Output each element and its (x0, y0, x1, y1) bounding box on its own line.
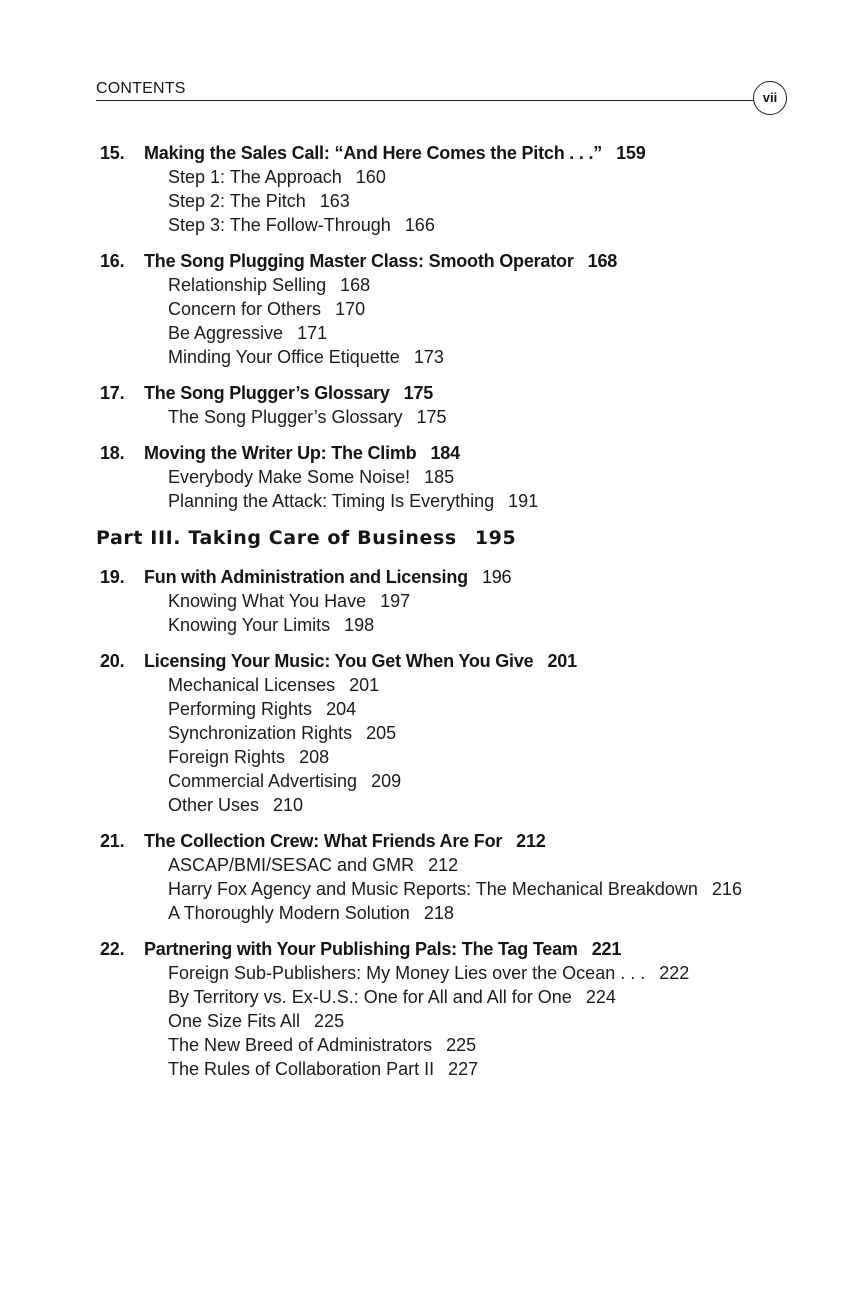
chapter-page-number: 159 (616, 143, 646, 163)
toc-entry-title: Commercial Advertising (168, 771, 358, 791)
chapter-block (96, 381, 796, 429)
chapter-heading (96, 381, 796, 405)
chapter-heading (96, 249, 796, 273)
toc-entry (96, 985, 796, 1009)
toc-entry-title: The Rules of Collaboration Part II (168, 1059, 435, 1079)
toc-entry-page: 208 (299, 747, 330, 767)
chapter-page-number: 175 (403, 383, 434, 403)
toc-entry-page: 175 (416, 407, 447, 427)
toc-entry-page: 191 (508, 491, 539, 511)
toc-entry (96, 297, 796, 321)
chapter-block (96, 649, 796, 817)
toc-entry-page: 212 (428, 855, 459, 875)
toc-entry-title: Foreign Rights (168, 747, 286, 767)
toc-entry-page: 160 (355, 167, 386, 187)
toc-entry-title: Mechanical Licenses (168, 675, 336, 695)
chapter-number: 21. (100, 831, 125, 851)
part-page-number: 195 (474, 527, 517, 549)
chapter-title: Making the Sales Call: “And Here Comes the Pitch . . .” (144, 143, 603, 163)
toc-entry (96, 721, 796, 745)
toc-entry (96, 1033, 796, 1057)
toc-entry-page: 209 (371, 771, 402, 791)
toc-entry-title: Synchronization Rights (168, 723, 353, 743)
toc-entry (96, 1057, 796, 1081)
toc-entry-title: Harry Fox Agency and Music Reports: The Mechanical Breakdown (168, 879, 698, 899)
chapter-block (96, 141, 796, 237)
toc-entry (96, 769, 796, 793)
toc-entry-page: 204 (326, 699, 357, 719)
chapter-title: Partnering with Your Publishing Pals: The Tag Team (144, 939, 578, 959)
toc-entry-title: The Song Plugger’s Glossary (168, 407, 403, 427)
toc-entry-title: Performing Rights (168, 699, 313, 719)
toc-entry-page: 198 (344, 615, 375, 635)
toc-entry (96, 901, 796, 925)
toc-entry (96, 745, 796, 769)
toc-entry-page: 227 (448, 1059, 479, 1079)
toc-entry (96, 213, 796, 237)
toc-entry-title: Foreign Sub-Publishers: My Money Lies over the Ocean . . . (168, 963, 646, 983)
chapter-heading (96, 565, 796, 589)
toc-entry-page: 170 (335, 299, 366, 319)
toc-entry-title: Minding Your Office Etiquette (168, 347, 400, 367)
toc-entry (96, 613, 796, 637)
toc-entry-title: ASCAP/BMI/SESAC and GMR (168, 855, 415, 875)
toc-entry-title: Step 2: The Pitch (168, 191, 306, 211)
chapter-page-number: 168 (587, 251, 618, 271)
chapter-number: 17. (100, 383, 125, 403)
chapter-heading (96, 141, 796, 165)
chapter-page-number: 221 (591, 939, 622, 959)
toc-entry-title: Concern for Others (168, 299, 322, 319)
chapter-title: Fun with Administration and Licensing (144, 567, 468, 587)
chapter-heading (96, 937, 796, 961)
chapter-heading (96, 649, 796, 673)
toc-entry-page: 171 (297, 323, 328, 343)
chapter-title: The Song Plugger’s Glossary (144, 383, 390, 403)
running-header (96, 78, 772, 101)
toc-entry-page: 225 (314, 1011, 345, 1031)
toc-entry-page: 168 (340, 275, 371, 295)
toc-entry (96, 321, 796, 345)
toc-entry-page: 224 (585, 987, 616, 1007)
toc-entry-page: 201 (349, 675, 380, 695)
toc-entry (96, 345, 796, 369)
page-number-badge: vii (753, 81, 787, 115)
chapter-number: 19. (100, 567, 125, 587)
toc-entry-page: 210 (273, 795, 304, 815)
toc-entry-title: Knowing Your Limits (168, 615, 331, 635)
toc-entry-page: 166 (404, 215, 435, 235)
table-of-contents (96, 141, 796, 1093)
chapter-block (96, 829, 796, 925)
toc-entry (96, 961, 796, 985)
toc-entry-page: 163 (319, 191, 350, 211)
chapter-number: 15. (100, 143, 125, 163)
toc-entry (96, 853, 796, 877)
chapter-heading (96, 441, 796, 465)
toc-entry-page: 173 (413, 347, 444, 367)
part-title: Part III. Taking Care of Business (96, 527, 457, 549)
toc-entry-page: 197 (380, 591, 411, 611)
chapter-page-number: 184 (430, 443, 460, 463)
toc-entry (96, 589, 796, 613)
toc-entry (96, 877, 796, 901)
toc-entry-title: Knowing What You Have (168, 591, 367, 611)
toc-entry (96, 673, 796, 697)
toc-entry (96, 489, 796, 513)
toc-entry-title: One Size Fits All (168, 1011, 301, 1031)
chapter-title: Licensing Your Music: You Get When You Give (144, 651, 534, 671)
chapter-number: 22. (100, 939, 125, 959)
chapter-page-number: 201 (547, 651, 577, 671)
toc-entry (96, 273, 796, 297)
chapter-title: The Collection Crew: What Friends Are For (144, 831, 503, 851)
chapter-number: 16. (100, 251, 125, 271)
chapter-block (96, 565, 796, 637)
chapter-number: 18. (100, 443, 125, 463)
toc-entry-title: Everybody Make Some Noise! (168, 467, 411, 487)
toc-entry-title: By Territory vs. Ex-U.S.: One for All and All for One (168, 987, 572, 1007)
toc-entry (96, 189, 796, 213)
toc-entry (96, 405, 796, 429)
toc-entry (96, 465, 796, 489)
toc-entry-title: A Thoroughly Modern Solution (168, 903, 410, 923)
chapter-block (96, 441, 796, 513)
part-heading (96, 525, 796, 551)
toc-entry (96, 165, 796, 189)
toc-entry-title: The New Breed of Administrators (168, 1035, 433, 1055)
toc-entry-page: 185 (424, 467, 455, 487)
toc-entry-page: 222 (659, 963, 690, 983)
toc-entry-page: 216 (711, 879, 742, 899)
chapter-block (96, 249, 796, 369)
toc-entry-page: 225 (446, 1035, 477, 1055)
chapter-heading (96, 829, 796, 853)
toc-entry-title: Be Aggressive (168, 323, 284, 343)
chapter-page-number: 196 (481, 567, 512, 587)
toc-entry-page: 205 (366, 723, 397, 743)
chapter-page-number: 212 (516, 831, 546, 851)
toc-entry-title: Step 1: The Approach (168, 167, 342, 187)
toc-entry (96, 697, 796, 721)
chapter-title: Moving the Writer Up: The Climb (144, 443, 417, 463)
toc-entry-title: Step 3: The Follow-Through (168, 215, 391, 235)
toc-entry (96, 1009, 796, 1033)
toc-entry-title: Planning the Attack: Timing Is Everything (168, 491, 495, 511)
chapter-number: 20. (100, 651, 125, 671)
toc-entry (96, 793, 796, 817)
running-header-label: CONTENTS (96, 80, 186, 97)
toc-entry-title: Other Uses (168, 795, 260, 815)
toc-entry-title: Relationship Selling (168, 275, 327, 295)
chapter-title: The Song Plugging Master Class: Smooth Operator (144, 251, 574, 271)
chapter-block (96, 937, 796, 1081)
toc-entry-page: 218 (423, 903, 454, 923)
